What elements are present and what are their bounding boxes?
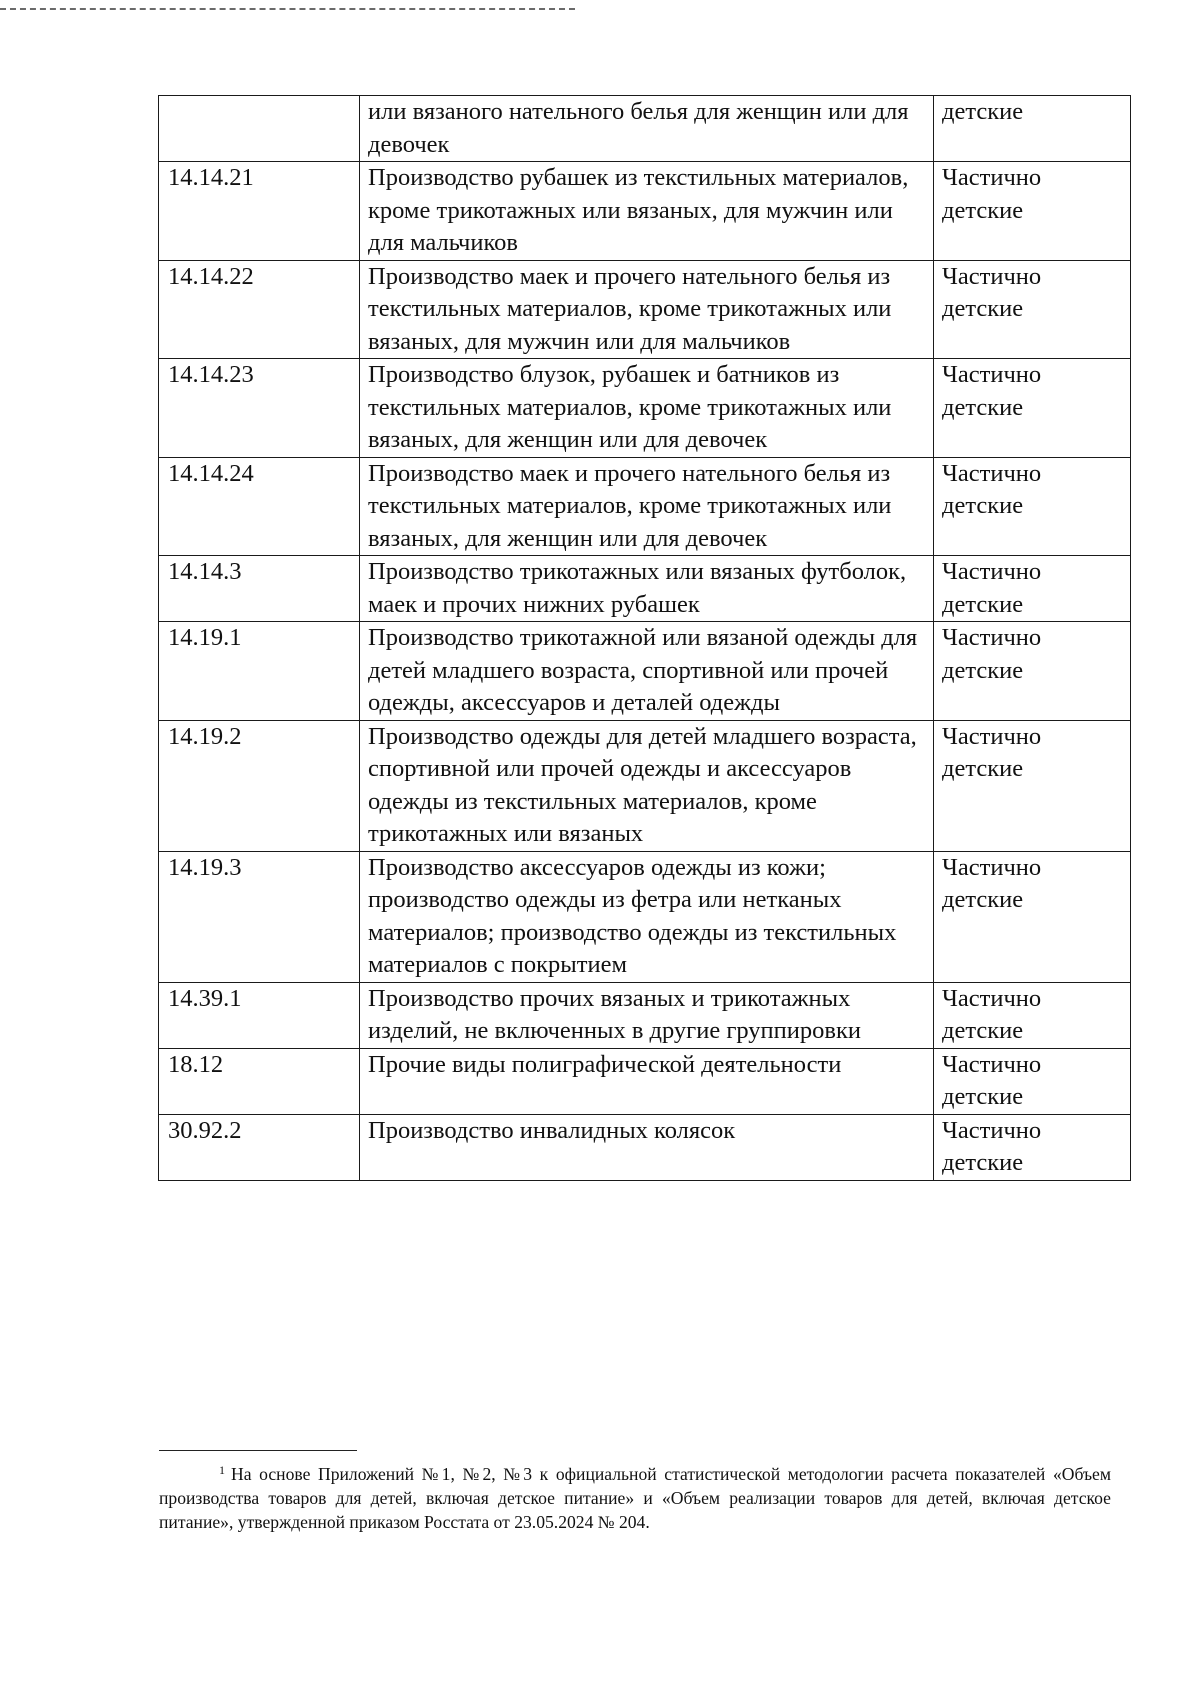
row-code: 14.19.2 (159, 720, 360, 851)
row-type: Частично детские (934, 260, 1131, 359)
row-type: Частично детские (934, 556, 1131, 622)
row-type: Частично детские (934, 1048, 1131, 1114)
row-type: Частично детские (934, 359, 1131, 458)
row-type: Частично детские (934, 162, 1131, 261)
footnote (159, 1458, 1111, 1534)
row-type: Частично детские (934, 622, 1131, 721)
row-code: 18.12 (159, 1048, 360, 1114)
row-type: детские (934, 96, 1131, 162)
table-row (159, 851, 1131, 982)
row-description: Производство трикотажной или вязаной одежды для детей младшего возраста, спортивной или прочей одежды, аксессуаров и деталей одежды (360, 622, 934, 721)
row-code: 14.19.3 (159, 851, 360, 982)
row-description: Производство рубашек из текстильных материалов, кроме трикотажных или вязаных, для мужчин или для мальчиков (360, 162, 934, 261)
row-description: Производство маек и прочего нательного белья из текстильных материалов, кроме трикотажных или вязаных, для мужчин или для мальчиков (360, 260, 934, 359)
table-row (159, 162, 1131, 261)
row-code: 30.92.2 (159, 1114, 360, 1180)
row-description: Производство аксессуаров одежды из кожи; производство одежды из фетра или нетканых материалов; производство одежды из текстильных материалов с покрытием (360, 851, 934, 982)
table-row (159, 720, 1131, 851)
row-description: Производство прочих вязаных и трикотажных изделий, не включенных в другие группировки (360, 982, 934, 1048)
row-description: Производство маек и прочего нательного белья из текстильных материалов, кроме трикотажных или вязаных, для женщин или для девочек (360, 457, 934, 556)
row-code: 14.19.1 (159, 622, 360, 721)
footnote-separator (159, 1450, 357, 1451)
row-code: 14.39.1 (159, 982, 360, 1048)
table-row (159, 982, 1131, 1048)
scan-edge-dashes (0, 8, 575, 10)
activity-codes-table (158, 95, 1131, 1181)
row-type: Частично детские (934, 457, 1131, 556)
footnote-marker: 1 (219, 1463, 225, 1477)
table-row (159, 622, 1131, 721)
row-code: 14.14.21 (159, 162, 360, 261)
table-row (159, 556, 1131, 622)
row-description: или вязаного нательного белья для женщин или для девочек (360, 96, 934, 162)
row-code: 14.14.24 (159, 457, 360, 556)
row-type: Частично детские (934, 1114, 1131, 1180)
row-code: 14.14.22 (159, 260, 360, 359)
row-description: Производство блузок, рубашек и батников из текстильных материалов, кроме трикотажных или вязаных, для женщин или для девочек (360, 359, 934, 458)
row-type: Частично детские (934, 982, 1131, 1048)
row-description: Производство трикотажных или вязаных футболок, маек и прочих нижних рубашек (360, 556, 934, 622)
row-type: Частично детские (934, 851, 1131, 982)
row-description: Производство одежды для детей младшего возраста, спортивной или прочей одежды и аксессуаров одежды из текстильных материалов, кроме трикотажных или вязаных (360, 720, 934, 851)
row-code: 14.14.3 (159, 556, 360, 622)
table-row (159, 359, 1131, 458)
table-row (159, 96, 1131, 162)
table-row (159, 457, 1131, 556)
table-row (159, 260, 1131, 359)
table-row (159, 1114, 1131, 1180)
row-code: 14.14.23 (159, 359, 360, 458)
table-row (159, 1048, 1131, 1114)
footnote-text: На основе Приложений №1, №2, №3 к официальной статистической методологии расчета показателей «Объем производства товаров для детей, включая детское питание» и «Объем реализации товаров для детей, включая детское питание», утвержденной приказом Росстата от 23.05.2024 № 204. (159, 1464, 1111, 1532)
row-description: Производство инвалидных колясок (360, 1114, 934, 1180)
row-code (159, 96, 360, 162)
row-description: Прочие виды полиграфической деятельности (360, 1048, 934, 1114)
row-type: Частично детские (934, 720, 1131, 851)
